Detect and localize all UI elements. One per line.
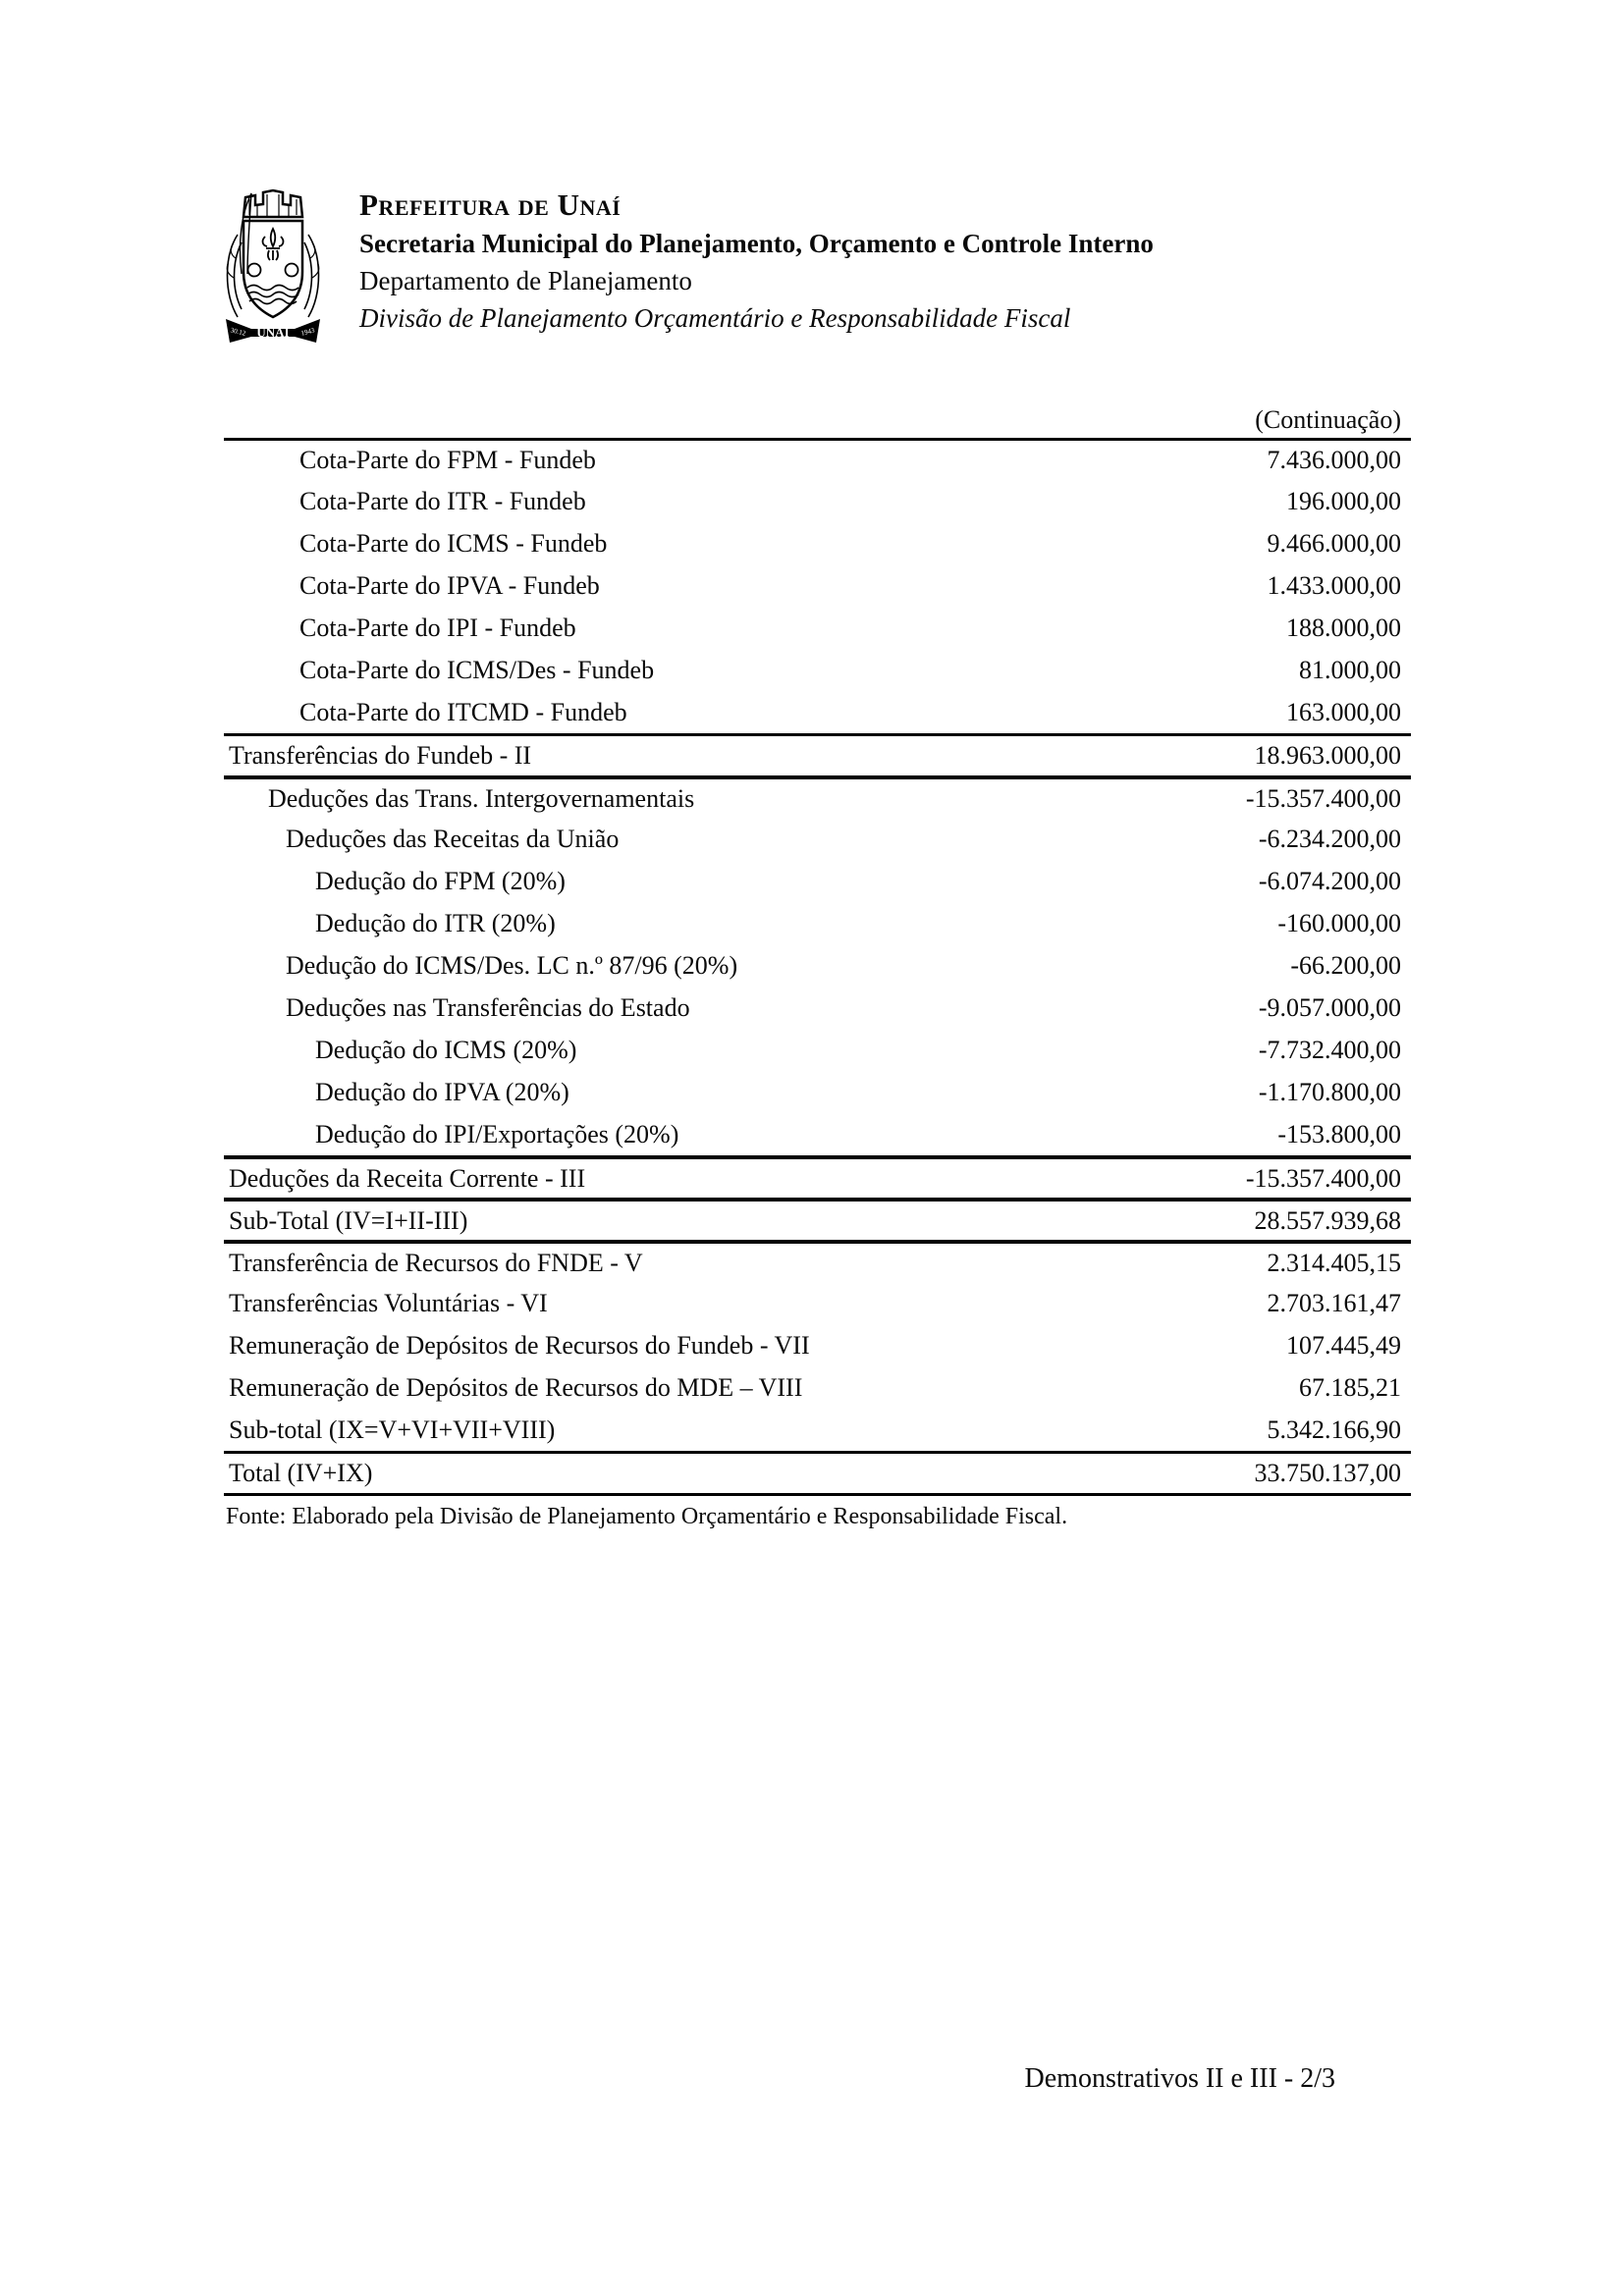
row-label: Cota-Parte do FPM - Fundeb xyxy=(299,446,596,474)
row-label: Transferências Voluntárias - VI xyxy=(229,1288,548,1317)
table-row xyxy=(224,1366,1411,1409)
row-value: -15.357.400,00 xyxy=(1245,1163,1401,1193)
row-label: Total (IV+IX) xyxy=(229,1459,373,1487)
logo-banner-left-date: 30.12 xyxy=(229,326,247,338)
table-row xyxy=(224,818,1411,860)
row-value: -160.000,00 xyxy=(1277,908,1401,937)
page-footer-label: Demonstrativos II e III - 2/3 xyxy=(1024,2063,1335,2094)
continuation-label: (Continuação) xyxy=(1255,405,1401,434)
row-label: Dedução do ICMS/Des. LC n.º 87/96 (20%) xyxy=(286,950,738,980)
table-row xyxy=(224,649,1411,691)
row-label: Cota-Parte do ITCMD - Fundeb xyxy=(299,697,627,726)
table-row xyxy=(224,733,1411,775)
row-label: Dedução do ITR (20%) xyxy=(315,908,556,937)
row-label: Cota-Parte do IPI - Fundeb xyxy=(299,613,576,642)
row-value: -9.057.000,00 xyxy=(1258,992,1401,1022)
table-row xyxy=(224,944,1411,987)
org-identification xyxy=(359,180,1154,356)
row-value: 188.000,00 xyxy=(1286,613,1401,642)
row-label: Cota-Parte do ITR - Fundeb xyxy=(299,486,586,515)
row-value: 9.466.000,00 xyxy=(1267,528,1401,558)
table-row xyxy=(224,987,1411,1029)
row-label: Sub-Total (IV=I+II-III) xyxy=(229,1205,468,1235)
row-label: Transferência de Recursos do FNDE - V xyxy=(229,1248,643,1277)
row-value: 5.342.166,90 xyxy=(1267,1415,1401,1444)
row-label: Deduções nas Transferências do Estado xyxy=(286,992,690,1022)
row-value: -153.800,00 xyxy=(1277,1119,1401,1148)
logo-banner-right-date: 1943 xyxy=(299,326,316,338)
row-value: 33.750.137,00 xyxy=(1254,1459,1401,1487)
row-value: -6.074.200,00 xyxy=(1258,866,1401,895)
table-row xyxy=(224,1409,1411,1451)
row-value: 28.557.939,68 xyxy=(1254,1205,1401,1235)
row-value: -1.170.800,00 xyxy=(1258,1077,1401,1106)
table-row xyxy=(224,564,1411,607)
department-line: Departamento de Planejamento xyxy=(359,266,692,295)
table-row xyxy=(224,1155,1411,1198)
row-label: Cota-Parte do ICMS - Fundeb xyxy=(299,528,608,558)
table-row xyxy=(224,1240,1411,1282)
table-row xyxy=(224,775,1411,818)
row-label: Sub-total (IX=V+VI+VII+VIII) xyxy=(229,1415,556,1444)
row-label: Dedução do ICMS (20%) xyxy=(315,1035,577,1064)
row-label: Dedução do FPM (20%) xyxy=(315,866,566,895)
row-value: 163.000,00 xyxy=(1286,697,1401,726)
row-value: 2.314.405,15 xyxy=(1267,1248,1401,1277)
table-row xyxy=(224,438,1411,480)
table-row xyxy=(224,1071,1411,1113)
row-label: Deduções da Receita Corrente - III xyxy=(229,1163,586,1193)
budget-table xyxy=(224,438,1411,1496)
row-label: Deduções das Trans. Intergovernamentais xyxy=(268,783,695,813)
row-value: -7.732.400,00 xyxy=(1258,1035,1401,1064)
logo-banner-text: UNAÍ xyxy=(256,325,290,340)
division-line: Divisão de Planejamento Orçamentário e Responsabilidade Fiscal xyxy=(359,303,1071,333)
row-value: 7.436.000,00 xyxy=(1267,446,1401,474)
row-label: Cota-Parte do ICMS/Des - Fundeb xyxy=(299,655,655,684)
table-row xyxy=(224,522,1411,564)
org-name: Prefeitura de Unaí xyxy=(359,187,622,222)
row-value: 107.445,49 xyxy=(1286,1330,1401,1360)
row-value: -66.200,00 xyxy=(1290,950,1401,980)
table-row xyxy=(224,902,1411,944)
source-note: Fonte: Elaborado pela Divisão de Planejamento Orçamentário e Responsabilidade Fiscal. xyxy=(226,1504,1068,1529)
row-value: -6.234.200,00 xyxy=(1258,824,1401,853)
table-row xyxy=(224,1451,1411,1493)
row-value: 196.000,00 xyxy=(1286,486,1401,515)
table-row xyxy=(224,860,1411,902)
table-row xyxy=(224,1282,1411,1324)
row-value: 67.185,21 xyxy=(1299,1372,1401,1402)
document-header xyxy=(198,180,1154,356)
row-value: 1.433.000,00 xyxy=(1267,570,1401,600)
row-value: 18.963.000,00 xyxy=(1254,741,1401,770)
row-label: Transferências do Fundeb - II xyxy=(229,741,532,770)
row-label: Deduções das Receitas da União xyxy=(286,824,620,853)
row-value: 2.703.161,47 xyxy=(1267,1288,1401,1317)
secretariat-line: Secretaria Municipal do Planejamento, Orçamento e Controle Interno xyxy=(359,229,1154,258)
row-value: -15.357.400,00 xyxy=(1245,783,1401,813)
row-label: Remuneração de Depósitos de Recursos do Fundeb - VII xyxy=(229,1330,810,1360)
budget-table-section xyxy=(224,402,1411,1532)
table-row xyxy=(224,480,1411,522)
row-label: Cota-Parte do IPVA - Fundeb xyxy=(299,570,600,600)
table-row xyxy=(224,1198,1411,1240)
coat-of-arms-logo xyxy=(198,180,348,356)
row-value: 81.000,00 xyxy=(1299,655,1401,684)
table-row xyxy=(224,1324,1411,1366)
table-row xyxy=(224,1029,1411,1071)
row-label: Remuneração de Depósitos de Recursos do MDE – VIII xyxy=(229,1372,803,1402)
row-label: Dedução do IPVA (20%) xyxy=(315,1077,569,1106)
table-row xyxy=(224,607,1411,649)
row-label: Dedução do IPI/Exportações (20%) xyxy=(315,1119,679,1148)
table-row xyxy=(224,691,1411,733)
table-row xyxy=(224,1113,1411,1155)
